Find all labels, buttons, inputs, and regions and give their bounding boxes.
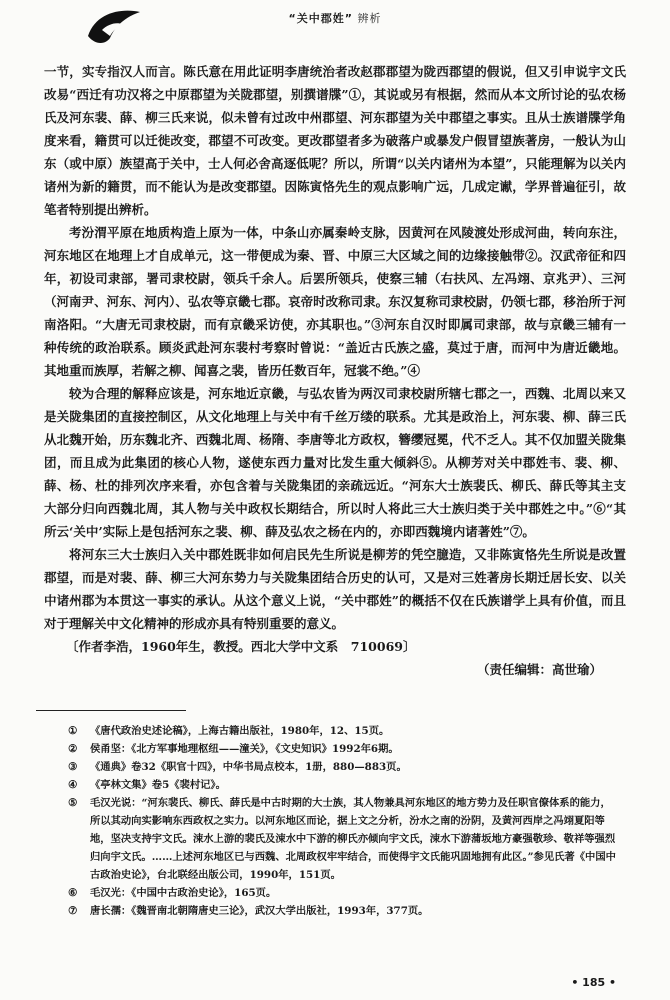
footnote — [68, 884, 620, 902]
paragraph-2: 考汾渭平原在地质构造上原为一体，中条山亦属秦岭支脉，因黄河在风陵渡处形成河曲，转向东注，河东地区在地理上才自成单元，这一带便成为秦、晋、中原三大区域之间的边缘接触带②。汉武帝征和四年，初设司隶部，署司隶校尉，领兵千余人。后罢所领兵，使察三辅（右扶风、左冯翊、京兆尹）、三河（河南尹、河东、河内）、弘农等京畿七郡。哀帝时改称司隶。东汉复称司隶校尉，仍领七郡，移治所于河南洛阳。“大唐无司隶校尉，而有京畿采访使，亦其职也。”③河东自汉时即属司隶部，故与京畿三辅有一种传统的政治联系。顾炎武赴河东裴村考察时曾说：“盖近古氏族之盛，莫过于唐，而河中为唐近畿地。其地重而族厚，若解之柳、闻喜之裴，皆历任数百年，冠裳不绝。”④ — [44, 225, 626, 378]
footnote-number: ⑦ — [68, 905, 78, 917]
footnote-text: 唐长孺：《魏晋南北朝隋唐史三论》，武汉大学出版社，1993年，377页。 — [90, 905, 429, 917]
footnote-text: 毛汉光：《中国中古政治史论》，165页。 — [90, 887, 277, 899]
running-head-title: “关中郡姓” — [288, 12, 353, 25]
article-body — [44, 60, 626, 681]
footnote — [68, 722, 620, 740]
footnote-text: 毛汉光说：“河东裴氏、柳氏、薛氏是中古时期的大士族，其人物兼具河东地区的地方势力及任职官僚体系的能力，所以其动向实影响东西政权之实力。以河东地区而论，据上文之分析，汾水之南的汾阴，及黄河西岸之冯翊夏阳等地，坚决支持宇文氏。涑水上游的裴氏及涑水中下游的柳氏亦倾向宇文氏，涑水下游蒲坂地方豪强敬珍、敬祥等强烈归向宇文氏。……上述河东地区已与西魏、北周政权牢牢结合，而使得宇文氏能巩固地拥有此区。”参见氏著《中国中古政治史论》，台北联经出版公司，1990年，151页。 — [90, 797, 616, 881]
footnote — [68, 740, 620, 758]
footnote-text: 《亭林文集》卷5《裴村记》。 — [90, 779, 226, 791]
footnote — [68, 758, 620, 776]
page-number: • 185 • — [571, 976, 616, 989]
footnote — [68, 902, 620, 920]
editor-line: （责任编辑：高世瑜） — [476, 662, 602, 677]
paragraph-1: 一节，实专指汉人而言。陈氏意在用此证明李唐统治者改赵郡郡望为陇西郡望的假说，但又引申说宇文氏改易“西迁有功汉将之中原郡望为关陇郡望，别撰谱牒”①，其说或另有根据，然而从本文所讨论的弘农杨氏及河东裴、薛、柳三氏来说，似未曾有过改中州郡望、河东郡望为关中郡望之事实。且从士族谱牒学角度来看，籍贯可以迁徙改变，郡望不可改变。更改郡望者多为破落户或暴发户假冒望族著房，一般认为山东（或中原）族望高于关中，士人何必舍高逐低呢？所以，所谓“以关内诸州为本望”，只能理解为以关内诸州为新的籍贯，而不能认为是改变郡望。因陈寅恪先生的观点影响广远，几成定谳，学界普遍征引，故笔者特别提出辨析。 — [44, 64, 626, 217]
paragraph-4: 将河东三大士族归入关中郡姓既非如何启民先生所说是柳芳的凭空臆造，又非陈寅恪先生所说是改置郡望，而是对裴、薛、柳三大河东势力与关陇集团结合历史的认可，又是对三姓著房长期迁居长安、以关中诸州郡为本贯这一事实的承认。从这个意义上说，“关中郡姓”的概括不仅在氏族谱学上具有价值，而且对于理解关中文化精神的形成亦具有特别重要的意义。 — [44, 547, 626, 631]
footnote-number: ④ — [68, 779, 78, 791]
footnote-number: ⑤ — [68, 797, 78, 809]
footnote-number: ① — [68, 725, 78, 737]
footnote-number: ⑥ — [68, 887, 78, 899]
running-head — [0, 10, 670, 26]
footnote-number: ② — [68, 743, 78, 755]
footnote-text: 侯甬坚：《北方军事地理枢纽——潼关》，《文史知识》1992年6期。 — [90, 743, 399, 755]
paragraph-3: 较为合理的解释应该是，河东地近京畿，与弘农皆为两汉司隶校尉所辖七郡之一，西魏、北周以来又是关陇集团的直接控制区，从文化地理上与关中有千丝万缕的联系。尤其是政治上，河东裴、柳、薛三氏从北魏开始，历东魏北齐、西魏北周、杨隋、李唐等北方政权，簪缨冠冕，代不乏人。其不仅加盟关陇集团，而且成为此集团的核心人物，遂使东西力量对比发生重大倾斜⑤。从柳芳对关中郡姓韦、裴、柳、薛、杨、杜的排列次序来看，亦包含着与关陇集团的亲疏远近。“河东大士族裴氏、柳氏、薛氏等其主支大部分归向西魏北周，其人物与关中政权长期结合，所以时人将此三大士族归类于关中郡姓之中。”⑥“其所云‘关中’实际上是包括河东之裴、柳、薛及弘农之杨在内的，亦即西魏境内诸著姓”⑦。 — [44, 386, 626, 539]
footnote-text: 《唐代政治史述论稿》，上海古籍出版社，1980年，12、15页。 — [90, 725, 390, 737]
footnotes — [68, 722, 620, 920]
footnote-text: 《通典》卷32《职官十四》，中华书局点校本，1册，880—883页。 — [90, 761, 407, 773]
footnote-divider — [36, 710, 186, 711]
running-head-subtitle: 辨析 — [357, 12, 382, 25]
author-line: 〔作者李浩，1960年生，教授。西北大学中文系 710069〕 — [66, 639, 416, 654]
footnote — [68, 776, 620, 794]
footnote — [68, 794, 620, 884]
footnote-number: ③ — [68, 761, 78, 773]
